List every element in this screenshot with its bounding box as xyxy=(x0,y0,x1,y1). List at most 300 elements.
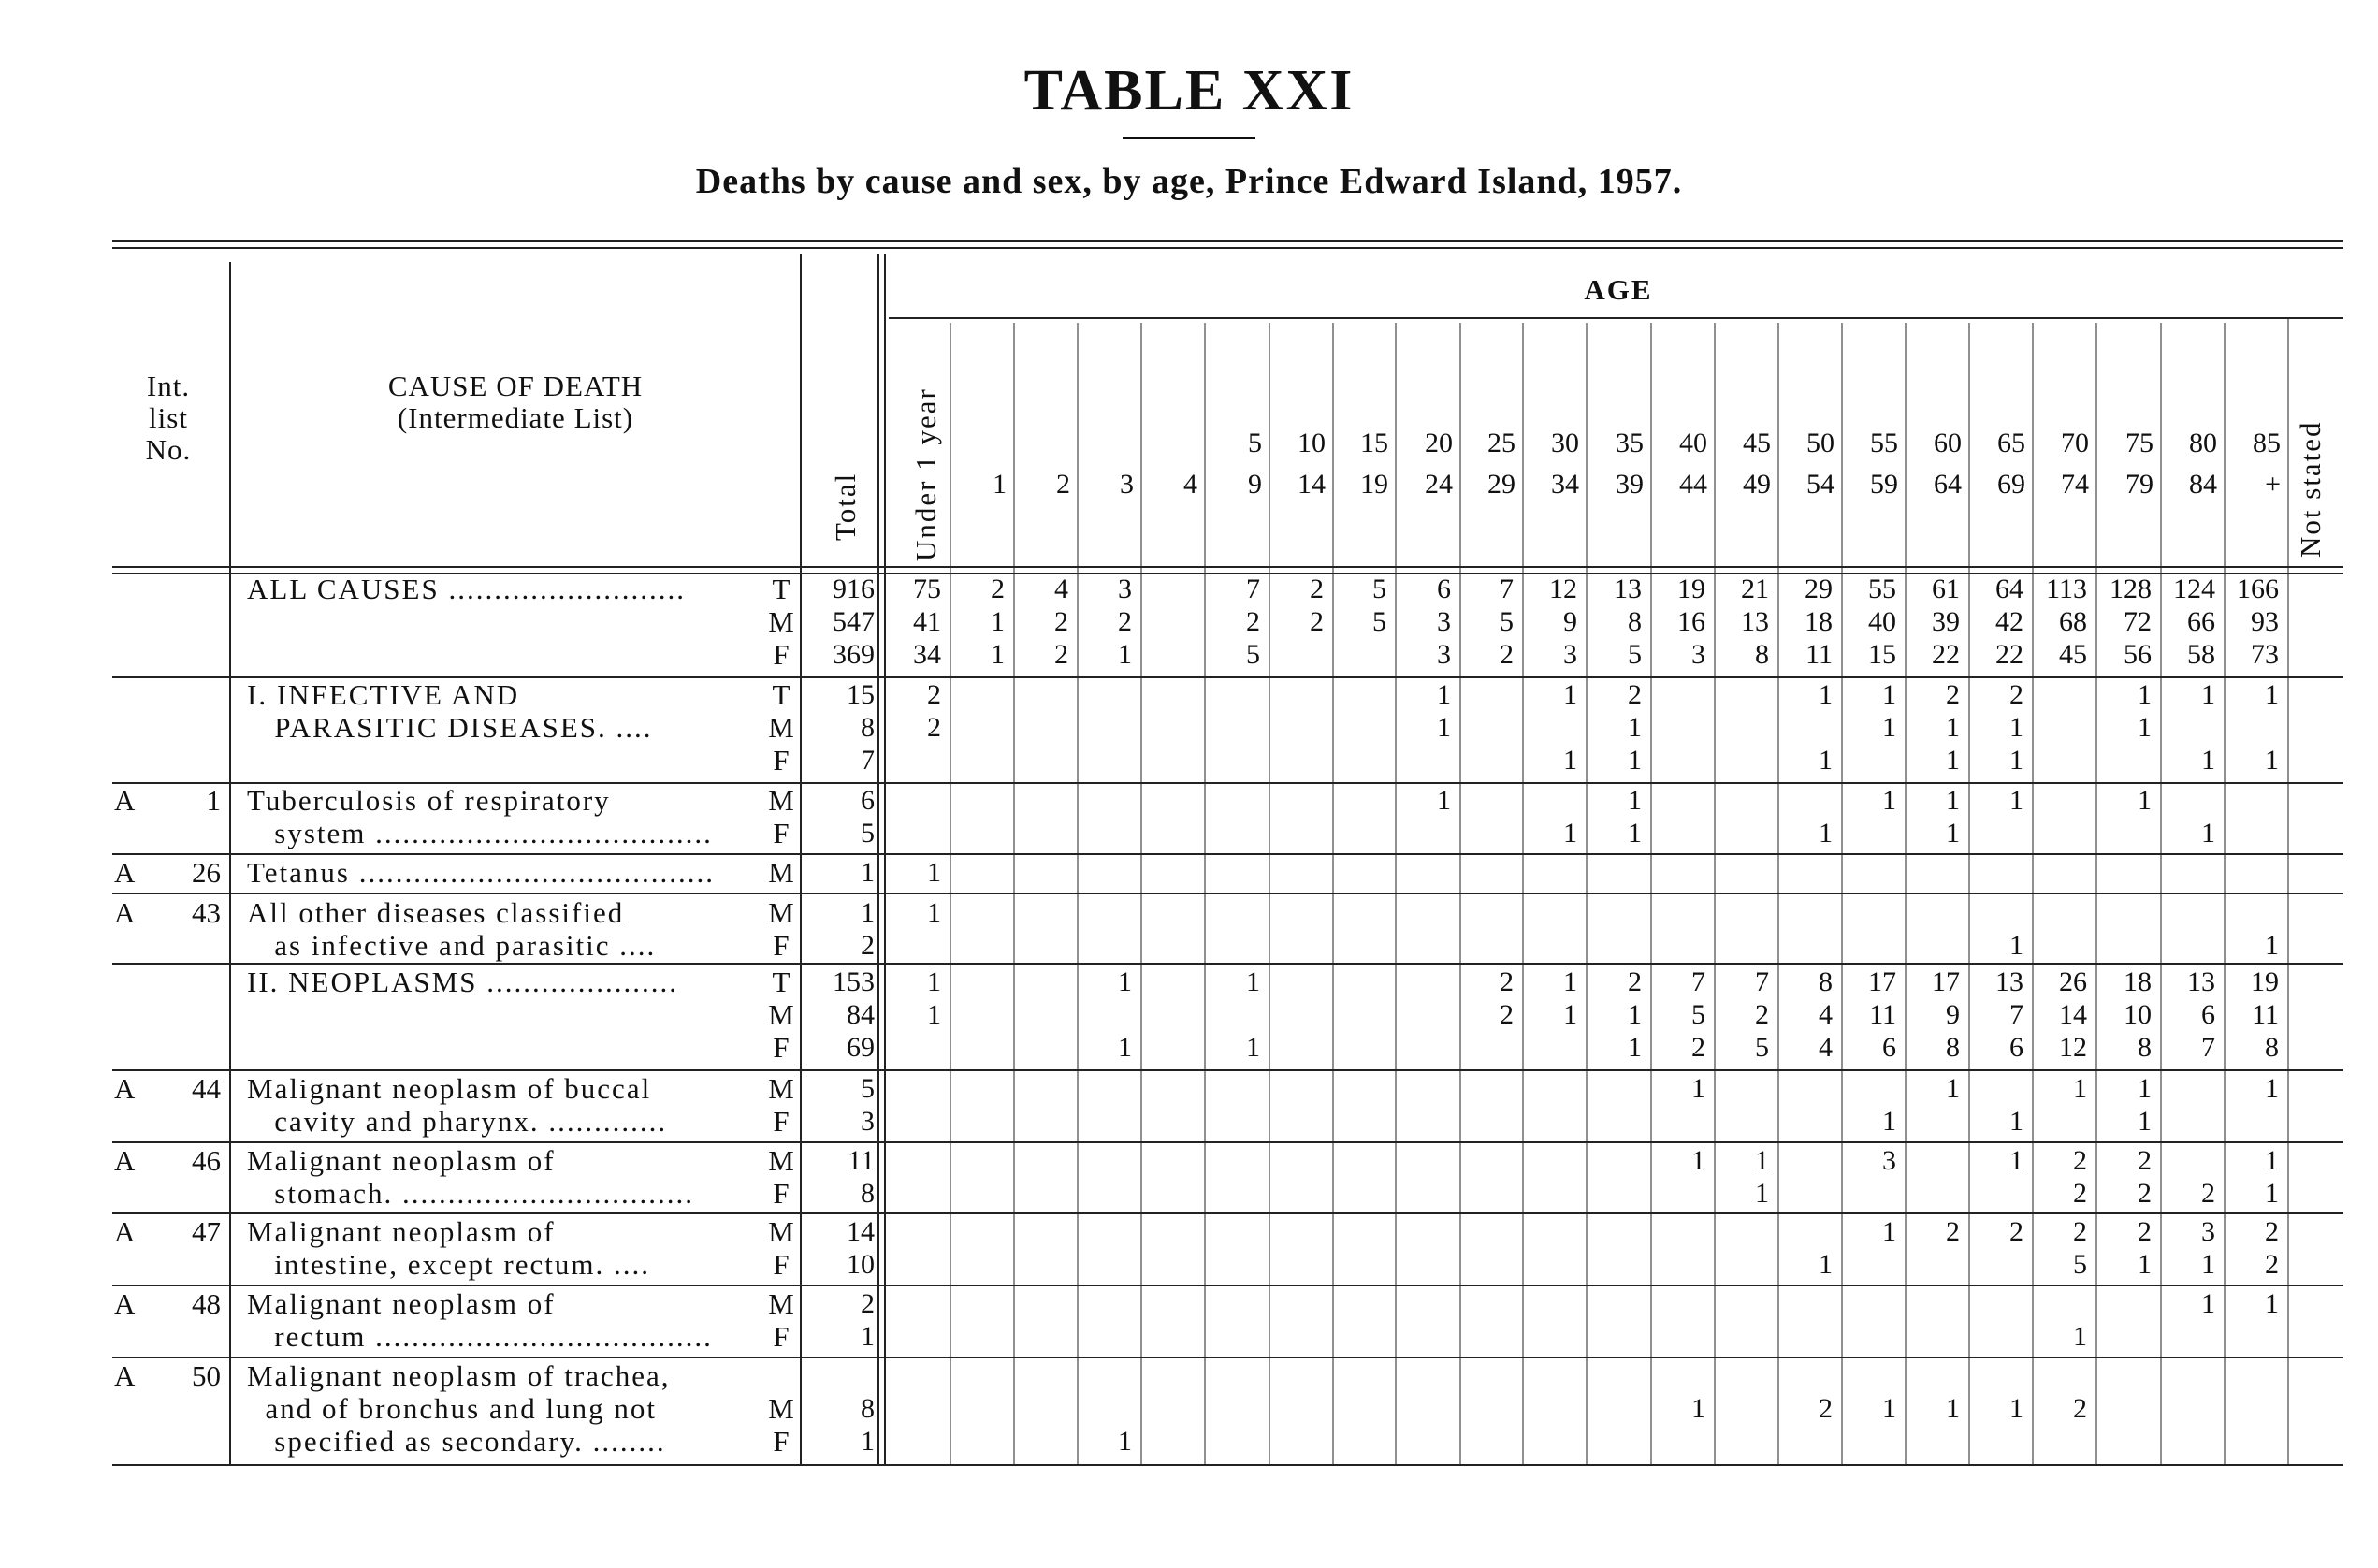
value-cell: 22 xyxy=(1995,639,2023,670)
age-group-start: 10 xyxy=(1298,428,1326,458)
age-group-label xyxy=(1206,427,1262,501)
cause-label: cavity and pharynx. ............. xyxy=(247,1105,668,1138)
age-group-label xyxy=(1588,427,1644,501)
age-group-label xyxy=(1523,427,1579,501)
value-cell: 8 xyxy=(1755,639,1769,670)
age-group-start: 35 xyxy=(1616,428,1644,458)
value-cell: 7 xyxy=(1691,966,1705,997)
value-cell: 3 xyxy=(1437,606,1451,637)
age-group-start: 5 xyxy=(1248,428,1262,458)
value-cell: 1 xyxy=(1628,785,1642,816)
value-cell: 1 xyxy=(2138,785,2152,816)
age-group-start: 80 xyxy=(2189,428,2217,458)
value-cell: 1 xyxy=(2265,1145,2279,1176)
value-cell: 15 xyxy=(1868,639,1896,670)
age-group-label xyxy=(1651,427,1707,501)
age-group-label xyxy=(1842,427,1898,501)
value-cell: 1 xyxy=(2009,785,2023,816)
value-cell: 8 xyxy=(1628,606,1642,637)
value-cell: 5 xyxy=(1500,606,1514,637)
total-cell: 153 xyxy=(833,966,875,997)
age-group-start: 60 xyxy=(1934,428,1962,458)
age-group-label xyxy=(2033,427,2089,501)
age-group-label xyxy=(1397,427,1453,501)
value-cell: 2 xyxy=(1246,606,1260,637)
value-cell: 1 xyxy=(1118,1426,1132,1457)
sex-code: M xyxy=(768,784,794,817)
total-cell: 8 xyxy=(861,1393,875,1424)
value-cell: 11 xyxy=(1869,999,1896,1030)
age-group-start xyxy=(1014,427,1070,460)
cause-label: I. INFECTIVE AND xyxy=(247,678,520,711)
value-cell: 93 xyxy=(2251,606,2279,637)
sex-code: F xyxy=(773,744,790,777)
int-list-number: 46 xyxy=(192,1144,221,1177)
value-cell: 39 xyxy=(1932,606,1960,637)
sex-code: T xyxy=(772,678,790,711)
value-cell: 1 xyxy=(2009,1393,2023,1424)
sex-code: M xyxy=(768,1215,794,1248)
sex-code: F xyxy=(773,1177,790,1210)
value-cell: 2 xyxy=(2009,679,2023,710)
age-group-start: 20 xyxy=(1425,428,1453,458)
cause-label: stomach. ................................ xyxy=(247,1177,695,1210)
sex-code: M xyxy=(768,998,794,1031)
sex-code: F xyxy=(773,638,790,671)
int-list-letter: A xyxy=(114,856,136,889)
int-list-letter: A xyxy=(114,1287,136,1320)
value-cell: 1 xyxy=(2073,1073,2087,1104)
value-cell: 124 xyxy=(2173,573,2215,604)
value-cell: 2 xyxy=(1054,639,1068,670)
age-group-end: 69 xyxy=(1997,469,2025,500)
cause-label: intestine, except rectum. .... xyxy=(247,1248,650,1281)
age-group-label xyxy=(1778,427,1834,501)
age-group-end: 84 xyxy=(2189,469,2217,500)
cause-label: rectum ..................................... xyxy=(247,1320,713,1353)
cause-label: Malignant neoplasm of xyxy=(247,1287,556,1320)
cause-label: as infective and parasitic .... xyxy=(247,929,657,962)
sex-code: F xyxy=(773,1248,790,1281)
value-cell: 18 xyxy=(2124,966,2152,997)
value-cell: 45 xyxy=(2059,639,2087,670)
value-cell: 9 xyxy=(1563,606,1577,637)
value-cell: 1 xyxy=(2009,712,2023,743)
value-cell: 1 xyxy=(1819,745,1833,776)
value-cell: 1 xyxy=(1946,1393,1960,1424)
value-cell: 11 xyxy=(1805,639,1833,670)
age-group-label xyxy=(2225,427,2281,501)
value-cell: 66 xyxy=(2187,606,2215,637)
value-cell: 1 xyxy=(2138,1106,2152,1137)
age-group-start: 40 xyxy=(1679,428,1707,458)
value-cell: 12 xyxy=(1549,573,1577,604)
age-group-label xyxy=(1906,427,1962,501)
value-cell: 2 xyxy=(1628,679,1642,710)
value-cell: 2 xyxy=(2265,1249,2279,1280)
cause-label: Malignant neoplasm of trachea, xyxy=(247,1359,671,1392)
cause-label: II. NEOPLASMS ..................... xyxy=(247,965,678,998)
value-cell: 14 xyxy=(2059,999,2087,1030)
value-cell: 1 xyxy=(1691,1393,1705,1424)
value-cell: 58 xyxy=(2187,639,2215,670)
sex-code: F xyxy=(773,1425,790,1458)
value-cell: 1 xyxy=(2265,1288,2279,1319)
intlist-header-line: No. xyxy=(145,433,192,466)
value-cell: 9 xyxy=(1946,999,1960,1030)
value-cell: 8 xyxy=(1946,1032,1960,1063)
value-cell: 1 xyxy=(1437,785,1451,816)
value-cell: 1 xyxy=(2201,679,2215,710)
value-cell: 4 xyxy=(1819,1032,1833,1063)
value-cell: 1 xyxy=(991,606,1005,637)
total-cell: 1 xyxy=(861,857,875,888)
total-cell: 8 xyxy=(861,1178,875,1209)
value-cell: 13 xyxy=(1741,606,1769,637)
value-cell: 13 xyxy=(1614,573,1642,604)
age-group-end: 24 xyxy=(1425,469,1453,500)
age-group-end: 19 xyxy=(1360,469,1388,500)
age-group-end: 79 xyxy=(2125,469,2153,500)
value-cell: 1 xyxy=(1882,785,1896,816)
total-cell: 84 xyxy=(847,999,875,1030)
value-cell: 68 xyxy=(2059,606,2087,637)
age-header: AGE xyxy=(1584,273,1653,306)
value-cell: 2 xyxy=(1755,999,1769,1030)
age-group-label xyxy=(950,427,1007,501)
value-cell: 29 xyxy=(1805,573,1833,604)
int-list-number: 47 xyxy=(192,1215,221,1248)
cause-label: system ..................................... xyxy=(247,817,713,849)
value-cell: 1 xyxy=(1118,966,1132,997)
value-cell: 2 xyxy=(2138,1145,2152,1176)
sex-code: F xyxy=(773,817,790,849)
age-group-start: 70 xyxy=(2061,428,2089,458)
value-cell: 2 xyxy=(991,573,1005,604)
value-cell: 1 xyxy=(991,639,1005,670)
value-cell: 2 xyxy=(1500,639,1514,670)
value-cell: 1 xyxy=(2138,1249,2152,1280)
int-list-letter: A xyxy=(114,1072,136,1105)
total-cell: 547 xyxy=(833,606,875,637)
value-cell: 41 xyxy=(913,606,941,637)
value-cell: 3 xyxy=(1437,639,1451,670)
total-cell: 369 xyxy=(833,639,875,670)
value-cell: 5 xyxy=(1755,1032,1769,1063)
cause-header-line: CAUSE OF DEATH xyxy=(387,370,644,402)
table-title: TABLE XXI xyxy=(1023,59,1355,123)
cause-label: Malignant neoplasm of buccal xyxy=(247,1072,652,1105)
value-cell: 19 xyxy=(1677,573,1705,604)
value-cell: 8 xyxy=(1819,966,1833,997)
value-cell: 6 xyxy=(2009,1032,2023,1063)
intlist-header-line: Int. xyxy=(146,370,191,402)
value-cell: 5 xyxy=(1628,639,1642,670)
value-cell: 1 xyxy=(2009,745,2023,776)
value-cell: 2 xyxy=(1310,573,1324,604)
total-cell: 2 xyxy=(861,1288,875,1319)
age-group-end: 59 xyxy=(1870,469,1898,500)
value-cell: 1 xyxy=(927,897,941,928)
total-cell: 15 xyxy=(847,679,875,710)
value-cell: 1 xyxy=(1563,999,1577,1030)
value-cell: 1 xyxy=(927,966,941,997)
value-cell: 1 xyxy=(1819,818,1833,849)
total-cell: 1 xyxy=(861,1321,875,1352)
value-cell: 1 xyxy=(1563,966,1577,997)
age-group-label xyxy=(1969,427,2025,501)
cause-label: and of bronchus and lung not xyxy=(247,1392,657,1425)
total-cell: 1 xyxy=(861,1426,875,1457)
value-cell: 1 xyxy=(1755,1178,1769,1209)
value-cell: 8 xyxy=(2265,1032,2279,1063)
value-cell: 40 xyxy=(1868,606,1896,637)
int-list-number: 26 xyxy=(192,856,221,889)
value-cell: 1 xyxy=(2201,745,2215,776)
sex-code: M xyxy=(768,896,794,929)
value-cell: 13 xyxy=(2187,966,2215,997)
sex-code: M xyxy=(768,1287,794,1320)
value-cell: 166 xyxy=(2237,573,2279,604)
value-cell: 17 xyxy=(1868,966,1896,997)
value-cell: 1 xyxy=(1691,1145,1705,1176)
age-group-label xyxy=(1078,427,1134,501)
value-cell: 3 xyxy=(1563,639,1577,670)
value-cell: 1 xyxy=(1755,1145,1769,1176)
value-cell: 12 xyxy=(2059,1032,2087,1063)
sex-code: T xyxy=(772,573,790,605)
value-cell: 1 xyxy=(2138,679,2152,710)
value-cell: 1 xyxy=(1628,999,1642,1030)
age-group-end: 29 xyxy=(1487,469,1515,500)
cause-label: All other diseases classified xyxy=(247,896,625,929)
value-cell: 75 xyxy=(913,573,941,604)
sex-code: F xyxy=(773,929,790,962)
age-group-end: + xyxy=(2265,469,2281,500)
value-cell: 6 xyxy=(1437,573,1451,604)
total-cell: 916 xyxy=(833,573,875,604)
value-cell: 10 xyxy=(2124,999,2152,1030)
value-cell: 3 xyxy=(1118,573,1132,604)
age-group-end: 54 xyxy=(1806,469,1834,500)
value-cell: 2 xyxy=(2009,1216,2023,1247)
cause-label: Malignant neoplasm of xyxy=(247,1215,556,1248)
sex-code: M xyxy=(768,856,794,889)
age-group-start: 30 xyxy=(1551,428,1579,458)
age-group-start: 75 xyxy=(2125,428,2153,458)
value-cell: 1 xyxy=(1882,1393,1896,1424)
value-cell: 1 xyxy=(2265,930,2279,961)
value-cell: 1 xyxy=(1563,679,1577,710)
value-cell: 1 xyxy=(2138,712,2152,743)
value-cell: 5 xyxy=(1372,606,1386,637)
value-cell: 11 xyxy=(2252,999,2279,1030)
intlist-header-line: list xyxy=(149,401,188,434)
value-cell: 1 xyxy=(2009,1145,2023,1176)
value-cell: 72 xyxy=(2124,606,2152,637)
value-cell: 6 xyxy=(2201,999,2215,1030)
value-cell: 2 xyxy=(2073,1393,2087,1424)
int-list-number: 43 xyxy=(192,896,221,929)
value-cell: 4 xyxy=(1819,999,1833,1030)
value-cell: 5 xyxy=(2073,1249,2087,1280)
int-list-letter: A xyxy=(114,1359,136,1392)
sex-code: F xyxy=(773,1031,790,1064)
value-cell: 1 xyxy=(2201,1249,2215,1280)
value-cell: 1 xyxy=(1628,712,1642,743)
value-cell: 1 xyxy=(1628,818,1642,849)
age-group-start: 50 xyxy=(1806,428,1834,458)
age-group-start xyxy=(1141,427,1197,460)
value-cell: 1 xyxy=(1563,745,1577,776)
value-cell: 1 xyxy=(2073,1321,2087,1352)
total-header: Total xyxy=(829,472,862,541)
sex-code: F xyxy=(773,1105,790,1138)
value-cell: 2 xyxy=(1310,606,1324,637)
value-cell: 7 xyxy=(2009,999,2023,1030)
value-cell: 1 xyxy=(2265,745,2279,776)
value-cell: 2 xyxy=(1118,606,1132,637)
total-cell: 7 xyxy=(861,745,875,776)
value-cell: 2 xyxy=(2265,1216,2279,1247)
value-cell: 2 xyxy=(2138,1178,2152,1209)
value-cell: 18 xyxy=(1805,606,1833,637)
value-cell: 19 xyxy=(2251,966,2279,997)
not-stated-header: Not stated xyxy=(2294,420,2327,558)
age-group-label xyxy=(1459,427,1515,501)
table-subtitle: Deaths by cause and sex, by age, Prince Edward Island, 1957. xyxy=(695,162,1683,201)
age-group-start: 65 xyxy=(1997,428,2025,458)
age-group-label xyxy=(1269,427,1326,501)
value-cell: 2 xyxy=(1946,679,1960,710)
value-cell: 5 xyxy=(1372,573,1386,604)
age-group-start: 15 xyxy=(1360,428,1388,458)
total-cell: 69 xyxy=(847,1032,875,1063)
value-cell: 1 xyxy=(927,999,941,1030)
value-cell: 1 xyxy=(2201,1288,2215,1319)
age-group-start xyxy=(1078,427,1134,460)
value-cell: 1 xyxy=(2138,1073,2152,1104)
value-cell: 1 xyxy=(1437,679,1451,710)
total-cell: 11 xyxy=(848,1145,875,1176)
value-cell: 3 xyxy=(2201,1216,2215,1247)
value-cell: 1 xyxy=(1563,818,1577,849)
value-cell: 8 xyxy=(2138,1032,2152,1063)
total-cell: 14 xyxy=(847,1216,875,1247)
value-cell: 1 xyxy=(1882,1106,1896,1137)
cause-label: ALL CAUSES .......................... xyxy=(247,573,686,605)
value-cell: 3 xyxy=(1691,639,1705,670)
total-cell: 5 xyxy=(861,1073,875,1104)
value-cell: 2 xyxy=(1054,606,1068,637)
value-cell: 42 xyxy=(1995,606,2023,637)
value-cell: 1 xyxy=(2201,818,2215,849)
value-cell: 1 xyxy=(927,857,941,888)
int-list-number: 48 xyxy=(192,1287,221,1320)
value-cell: 1 xyxy=(1882,1216,1896,1247)
value-cell: 2 xyxy=(2138,1216,2152,1247)
int-list-letter: A xyxy=(114,1144,136,1177)
value-cell: 1 xyxy=(2009,930,2023,961)
value-cell: 1 xyxy=(1118,1032,1132,1063)
value-cell: 2 xyxy=(2073,1145,2087,1176)
age-group-end: 2 xyxy=(1056,469,1070,500)
value-cell: 17 xyxy=(1932,966,1960,997)
int-list-number: 44 xyxy=(192,1072,221,1105)
value-cell: 1 xyxy=(1246,966,1260,997)
age-group-start: 25 xyxy=(1487,428,1515,458)
value-cell: 2 xyxy=(1500,966,1514,997)
age-group-label xyxy=(1141,427,1197,501)
int-list-letter: A xyxy=(114,896,136,929)
value-cell: 1 xyxy=(1946,745,1960,776)
value-cell: 56 xyxy=(2124,639,2152,670)
age-group-end: 3 xyxy=(1120,469,1134,500)
value-cell: 1 xyxy=(1819,1249,1833,1280)
cause-label: PARASITIC DISEASES. .... xyxy=(247,711,653,744)
intlist-header xyxy=(112,370,225,466)
value-cell: 5 xyxy=(1691,999,1705,1030)
value-cell: 2 xyxy=(927,712,941,743)
value-cell: 1 xyxy=(1946,785,1960,816)
value-cell: 1 xyxy=(1246,1032,1260,1063)
value-cell: 2 xyxy=(1946,1216,1960,1247)
sex-code: F xyxy=(773,1320,790,1353)
value-cell: 1 xyxy=(1882,712,1896,743)
value-cell: 3 xyxy=(1882,1145,1896,1176)
value-cell: 1 xyxy=(2265,1178,2279,1209)
value-cell: 2 xyxy=(927,679,941,710)
value-cell: 1 xyxy=(1946,712,1960,743)
value-cell: 1 xyxy=(1437,712,1451,743)
cause-header xyxy=(230,370,801,434)
age-group-label xyxy=(1715,427,1771,501)
value-cell: 1 xyxy=(1118,639,1132,670)
value-cell: 1 xyxy=(1946,1073,1960,1104)
value-cell: 2 xyxy=(1500,999,1514,1030)
age-group-end: 44 xyxy=(1679,469,1707,500)
age-group-start: 45 xyxy=(1743,428,1771,458)
value-cell: 7 xyxy=(1500,573,1514,604)
age-group-label xyxy=(2097,427,2153,501)
age-group-end: 49 xyxy=(1743,469,1771,500)
total-cell: 2 xyxy=(861,930,875,961)
total-cell: 8 xyxy=(861,712,875,743)
value-cell: 128 xyxy=(2110,573,2152,604)
value-cell: 2 xyxy=(1691,1032,1705,1063)
value-cell: 7 xyxy=(1755,966,1769,997)
value-cell: 22 xyxy=(1932,639,1960,670)
value-cell: 2 xyxy=(2073,1178,2087,1209)
value-cell: 34 xyxy=(913,639,941,670)
value-cell: 113 xyxy=(2046,573,2087,604)
value-cell: 73 xyxy=(2251,639,2279,670)
sex-code: M xyxy=(768,605,794,638)
value-cell: 1 xyxy=(1628,1032,1642,1063)
value-cell: 4 xyxy=(1054,573,1068,604)
value-cell: 7 xyxy=(2201,1032,2215,1063)
value-cell: 16 xyxy=(1677,606,1705,637)
value-cell: 55 xyxy=(1868,573,1896,604)
value-cell: 21 xyxy=(1741,573,1769,604)
age-group-end: 74 xyxy=(2061,469,2089,500)
age-group-start xyxy=(950,427,1007,460)
value-cell: 5 xyxy=(1246,639,1260,670)
cause-label: Tuberculosis of respiratory xyxy=(247,784,611,817)
age-group-start: 55 xyxy=(1870,428,1898,458)
value-cell: 26 xyxy=(2059,966,2087,997)
age-group-end: 14 xyxy=(1298,469,1326,500)
